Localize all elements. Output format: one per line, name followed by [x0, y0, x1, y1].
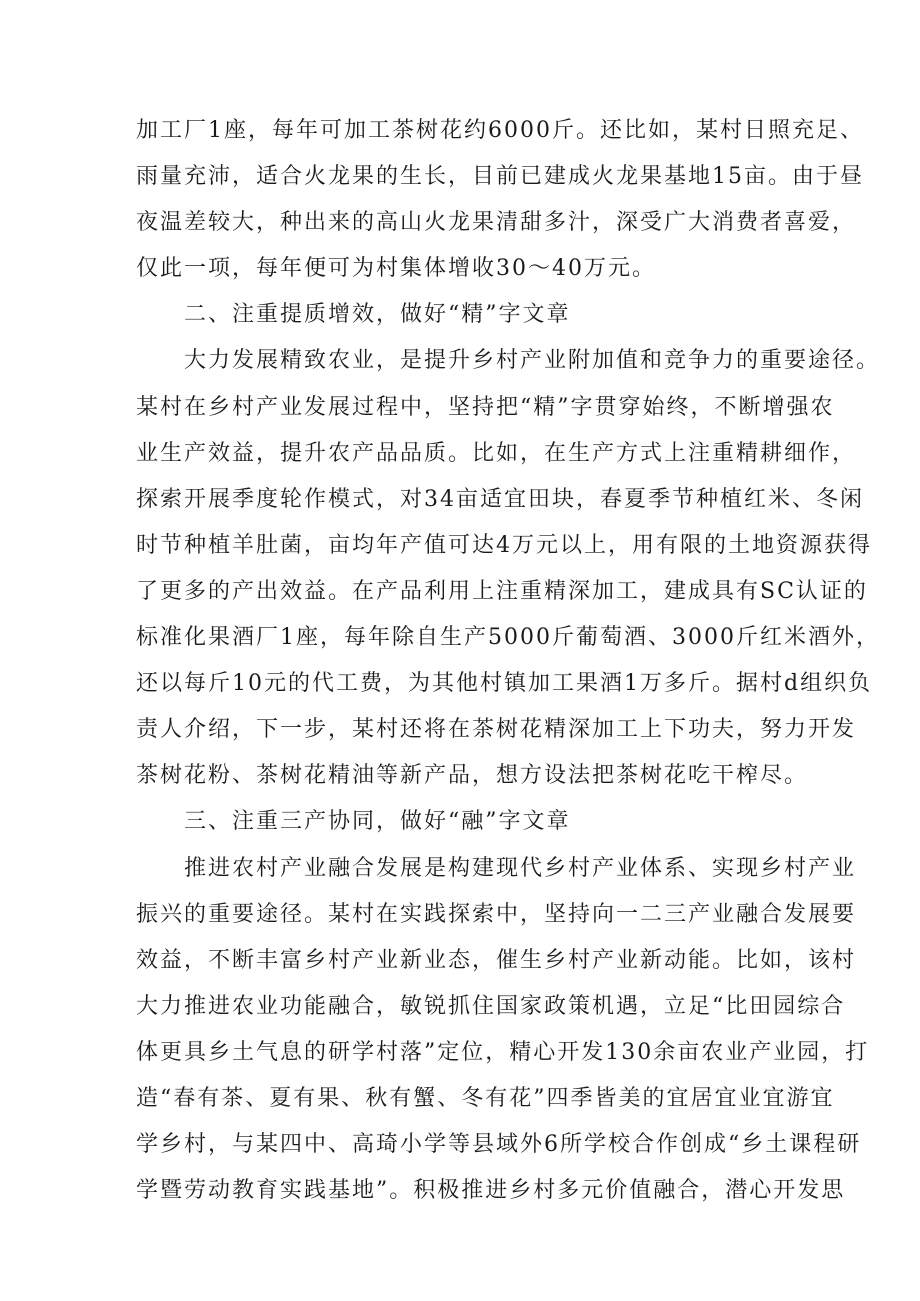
text-line: 仅此一项，每年便可为村集体增收30〜40万元。 [136, 256, 656, 282]
text-line: 某村在乡村产业发展过程中，坚持把“精”字贯穿始终，不断增强农 [136, 394, 835, 420]
text-line: 业生产效益，提升农产品品质。比如，在生产方式上注重精耕细作， [136, 440, 857, 466]
text-line: 学暨劳动教育实践基地”。积极推进乡村多元价值融合，潜心开发思 [136, 1178, 846, 1204]
text-line: 振兴的重要途径。某村在实践探索中，坚持向一二三产业融合发展要 [136, 901, 857, 927]
text-line: 体更具乡土气息的研学村落”定位，精心开发130余亩农业产业园，打 [136, 1039, 870, 1065]
text-line: 推进农村产业融合发展是构建现代乡村产业体系、实现乡村产业 [184, 855, 857, 881]
text-line: 大力推进农业功能融合，敏锐抓住国家政策机遇，立足“比田园综合 [136, 993, 846, 1019]
body-text [136, 108, 881, 1214]
text-line: 了更多的产出效益。在产品利用上注重精深加工，建成具有SC认证的 [136, 578, 868, 604]
text-line: 学乡村，与某四中、高琦小学等县域外6所学校合作创成“乡土课程研 [136, 1132, 862, 1158]
text-line: 效益，不断丰富乡村产业新业态，催生乡村产业新动能。比如，该村 [136, 947, 857, 973]
text-line: 夜温差较大，种出来的高山火龙果清甜多汁，深受广大消费者喜爱， [136, 210, 857, 236]
text-line: 雨量充沛，适合火龙果的生长，目前已建成火龙果基地15亩。由于昼 [136, 164, 864, 190]
text-line: 责人介绍，下一步，某村还将在茶树花精深加工上下功夫，努力开发 [136, 717, 857, 743]
section-heading: 三、注重三产协同，做好“融”字文章 [184, 809, 571, 835]
text-line: 加工厂1座，每年可加工茶树花约6000斤。还比如，某村日照充足、 [136, 118, 864, 143]
section-heading: 二、注重提质增效，做好“精”字文章 [184, 302, 571, 328]
text-line: 茶树花粉、茶树花精油等新产品，想方设法把茶树花吃干榨尽。 [136, 763, 809, 789]
text-line: 时节种植羊肚菌，亩均年产值可达4万元以上，用有限的土地资源获得 [136, 532, 872, 558]
text-line: 还以每斤10元的代工费，为其他村镇加工果酒1万多斤。据村d组织负 [136, 671, 873, 697]
text-line: 大力发展精致农业，是提升乡村产业附加值和竞争力的重要途径。 [184, 348, 881, 374]
text-line: 造“春有茶、夏有果、秋有蟹、冬有花”四季皆美的宜居宜业宜游宜 [136, 1085, 835, 1111]
text-line: 探索开展季度轮作模式，对34亩适宜田块，春夏季节种植红米、冬闲 [136, 486, 864, 512]
text-line: 标准化果酒厂1座，每年除自生产5000斤葡萄酒、3000斤红米酒外， [136, 625, 880, 651]
